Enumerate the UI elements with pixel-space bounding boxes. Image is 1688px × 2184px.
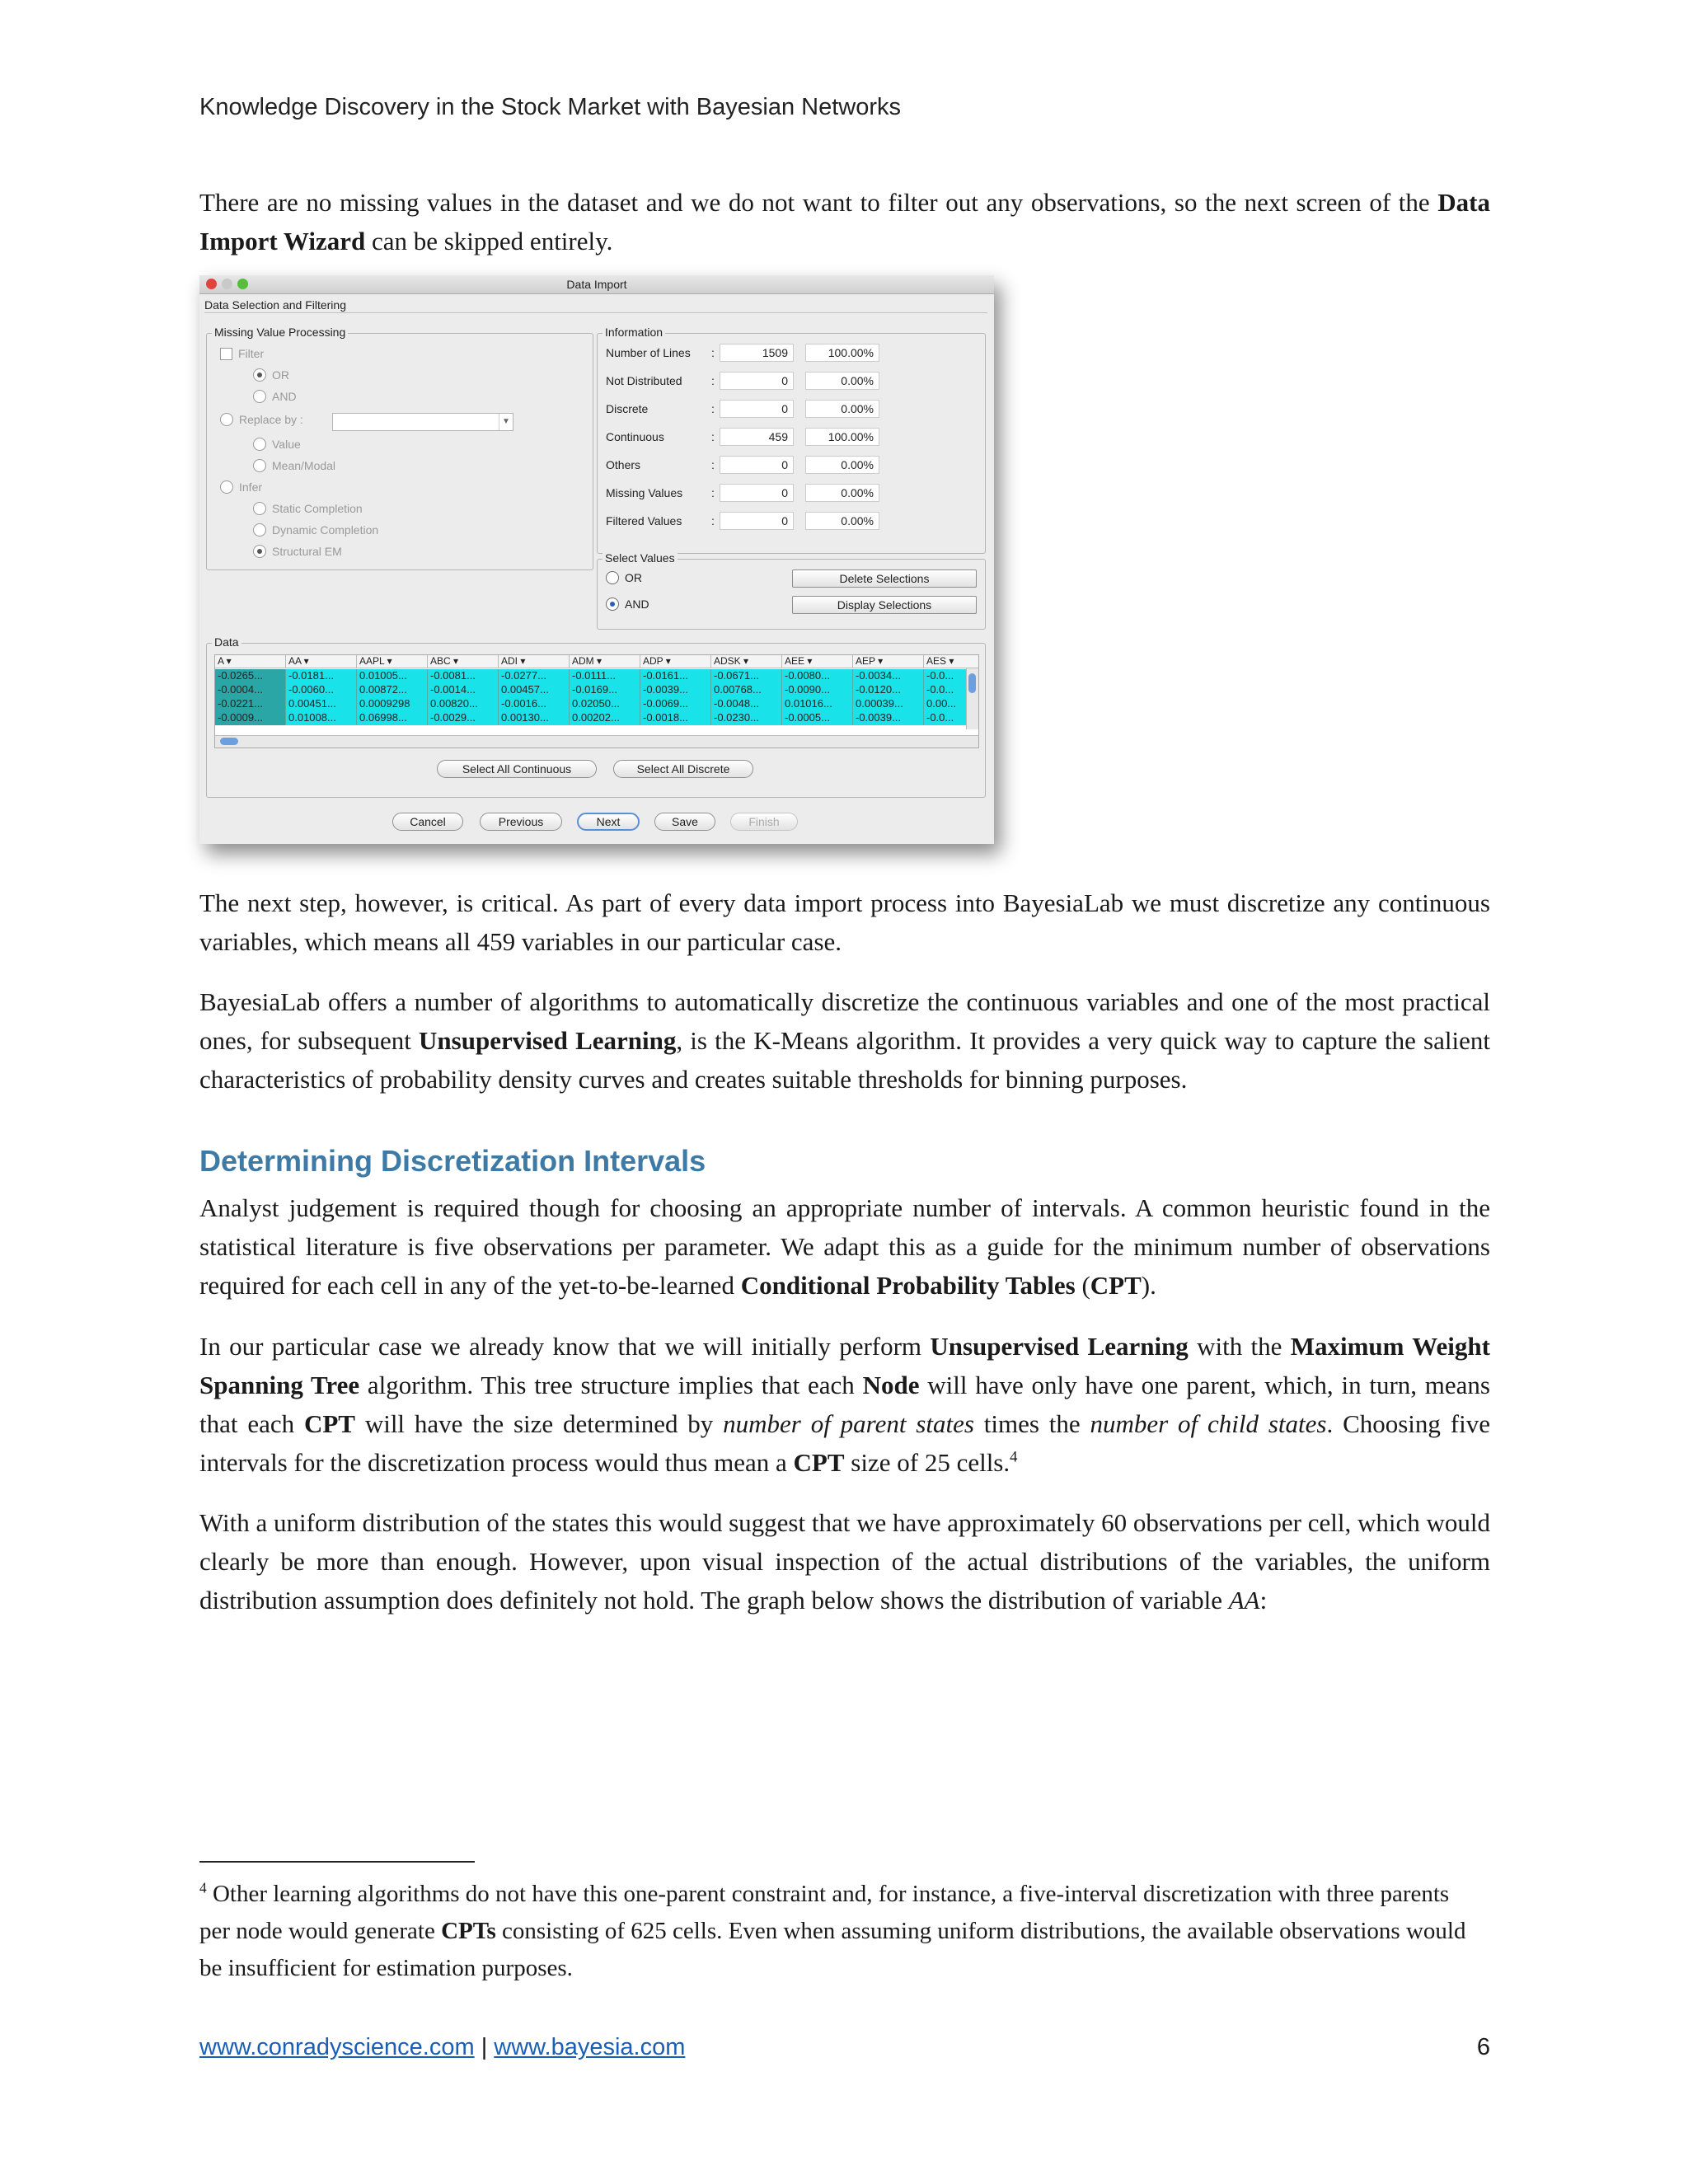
filter-and-option[interactable] [253, 390, 297, 403]
grid-cell[interactable]: -0.0277... [499, 669, 570, 683]
grid-column-header[interactable]: ADSK ▾ [711, 655, 782, 668]
grid-cell[interactable]: -0.0060... [286, 683, 357, 697]
footnote-ref[interactable]: 4 [1010, 1448, 1018, 1466]
structural-em-radio[interactable] [253, 545, 266, 558]
grid-cell[interactable]: -0.0671... [711, 669, 782, 683]
grid-cell[interactable]: -0.0069... [640, 697, 711, 711]
select-or-option[interactable] [606, 571, 642, 584]
p5-b2: Maximum Weight Spanning Tree [199, 1332, 1490, 1399]
grid-cell[interactable]: -0.0029... [428, 711, 499, 725]
intro-bold: Data Import Wizard [199, 188, 1490, 255]
page-number: 6 [1476, 2034, 1490, 2060]
footnote-bold: CPTs [441, 1918, 496, 1944]
grid-cell[interactable]: -0.0... [924, 669, 979, 683]
p5-t1: In our particular case we already know that we will initially perform [199, 1332, 931, 1361]
dynamic-completion-radio[interactable] [253, 523, 266, 537]
filter-checkbox[interactable] [220, 348, 232, 360]
grid-cell[interactable]: -0.0120... [853, 683, 924, 697]
grid-cell[interactable]: 0.00202... [570, 711, 640, 725]
grid-cell[interactable]: -0.0018... [640, 711, 711, 725]
p5-t3: algorithm. This tree structure implies that each [359, 1371, 863, 1399]
p5-i2: number of child states [1090, 1409, 1327, 1438]
filter-label: Filter [238, 347, 265, 360]
vertical-scrollbar[interactable] [966, 668, 978, 729]
para4-bold2: CPT [1090, 1271, 1142, 1300]
mean-modal-label: Mean/Modal [272, 459, 336, 472]
filter-or-option[interactable] [253, 368, 289, 382]
p5-b5: CPT [793, 1448, 845, 1477]
grid-column-header[interactable]: AEE ▾ [782, 655, 853, 668]
information-legend: Information [603, 326, 665, 339]
static-completion-option[interactable] [253, 502, 363, 515]
section-title: Data Selection and Filtering [204, 298, 346, 312]
dynamic-completion-option[interactable] [253, 523, 378, 537]
select-and-label: AND [625, 598, 649, 611]
info-colon: : [711, 402, 715, 415]
cancel-button[interactable]: Cancel [392, 813, 463, 831]
grid-cell[interactable]: 0.01008... [286, 711, 357, 725]
horizontal-scrollbar[interactable] [215, 735, 978, 748]
value-radio[interactable] [253, 438, 266, 451]
running-header: Knowledge Discovery in the Stock Market with Bayesian Networks [199, 94, 902, 120]
delete-selections-button[interactable]: Delete Selections [792, 569, 977, 588]
para3-text-end: , is the K-Means algorithm. It provides a very quick way to capture the salient characteristics of probability density curves and creates suitable thresholds for binning purposes. [199, 1026, 1490, 1094]
p5-t5: will have the size determined by [354, 1409, 724, 1438]
previous-button[interactable]: Previous [480, 813, 562, 831]
info-percent-field: 0.00% [805, 484, 879, 502]
grid-cell[interactable]: -0.0039... [853, 711, 924, 725]
grid-cell[interactable]: -0.0230... [711, 711, 782, 725]
p5-b3: Node [862, 1371, 920, 1399]
select-and-radio[interactable] [606, 598, 619, 611]
bayesia-link[interactable]: www.bayesia.com [494, 2034, 686, 2060]
table-row[interactable] [215, 697, 979, 711]
footnote-text-end: consisting of 625 cells. Even when assuming uniform distributions, the available observations would be insufficient for estimation purposes. [199, 1918, 1466, 1981]
grid-cell[interactable]: -0.0048... [711, 697, 782, 711]
footnote-marker: 4 [199, 1879, 207, 1896]
paragraph-intervals [199, 1188, 1490, 1305]
page-footer [199, 2034, 685, 2061]
grid-cell[interactable]: -0.0080... [782, 669, 853, 683]
structural-em-label: Structural EM [272, 545, 342, 558]
infer-label: Infer [239, 480, 263, 494]
info-label: Continuous [606, 430, 664, 443]
and-radio[interactable] [253, 390, 266, 403]
info-count-field: 1509 [720, 344, 794, 362]
or-radio[interactable] [253, 368, 266, 382]
missing-value-panel [206, 326, 593, 570]
info-label: Filtered Values [606, 514, 682, 527]
grid-cell[interactable]: 0.00... [924, 697, 979, 711]
grid-cell[interactable]: -0.0265... [215, 669, 286, 683]
intro-text-end: can be skipped entirely. [365, 227, 613, 255]
grid-cell[interactable]: 0.00820... [428, 697, 499, 711]
grid-cell[interactable]: 0.00872... [357, 683, 428, 697]
grid-cell[interactable]: -0.0111... [570, 669, 640, 683]
grid-cell[interactable]: -0.0004... [215, 683, 286, 697]
grid-column-header[interactable]: ADP ▾ [640, 655, 711, 668]
finish-button[interactable]: Finish [730, 813, 798, 831]
grid-cell[interactable]: 0.00768... [711, 683, 782, 697]
or-label: OR [272, 368, 289, 382]
p5-t7: . Choosing five intervals for the discretization process would thus mean a [199, 1409, 1490, 1477]
info-colon: : [711, 458, 715, 471]
grid-cell[interactable]: -0.0005... [782, 711, 853, 725]
grid-cell[interactable]: -0.0161... [640, 669, 711, 683]
paragraph-critical-step: The next step, however, is critical. As part of every data import process into BayesiaLab we must discretize any continuous variables, which means all 459 variables in our particular case. [199, 888, 1490, 956]
mean-modal-radio[interactable] [253, 459, 266, 472]
select-or-radio[interactable] [606, 571, 619, 584]
para4-mid: ( [1075, 1271, 1090, 1300]
info-count-field: 0 [720, 512, 794, 530]
para3-text: BayesiaLab offers a number of algorithms to automatically discretize the continuous variables and one of the most practical ones, for subsequent [199, 987, 1490, 1055]
grid-cell[interactable]: 0.00130... [499, 711, 570, 725]
p5-b4: CPT [303, 1409, 355, 1438]
grid-cell[interactable]: -0.0034... [853, 669, 924, 683]
grid-column-header[interactable]: AA ▾ [286, 655, 357, 668]
footer-separator: | [474, 2034, 495, 2060]
p5-t8: size of 25 cells. [844, 1448, 1010, 1477]
window-title: Data Import [566, 278, 627, 291]
intro-paragraph [199, 183, 1490, 260]
mean-modal-option[interactable] [253, 459, 335, 472]
para3-bold: Unsupervised Learning [419, 1026, 677, 1055]
footnote [199, 1876, 1469, 1987]
info-colon: : [711, 486, 715, 499]
info-label: Missing Values [606, 486, 683, 499]
replace-by-select[interactable] [332, 413, 513, 431]
grid-cell[interactable]: 0.00457... [499, 683, 570, 697]
value-label: Value [272, 438, 301, 451]
para4-bold: Conditional Probability Tables [740, 1271, 1076, 1300]
table-row[interactable] [215, 669, 979, 683]
paragraph-algorithms [199, 982, 1490, 1099]
display-selections-button[interactable]: Display Selections [792, 596, 977, 614]
filter-option[interactable] [220, 347, 264, 360]
select-all-discrete-button[interactable]: Select All Discrete [613, 760, 753, 778]
para4-text: Analyst judgement is required though for choosing an appropriate number of intervals. A common heuristic found in the statistical literature is five observations per parameter. We adapt this as a guide for the minimum number of observations required for each cell in any of the yet-to-be-learned [199, 1193, 1490, 1300]
grid-column-header[interactable]: A ▾ [215, 655, 286, 668]
section-heading: Determining Discretization Intervals [199, 1144, 706, 1178]
grid-cell[interactable]: 0.01005... [357, 669, 428, 683]
info-percent-field: 0.00% [805, 400, 879, 418]
select-or-label: OR [625, 571, 642, 584]
info-count-field: 0 [720, 484, 794, 502]
select-and-option[interactable] [606, 598, 649, 611]
section-divider [204, 312, 987, 313]
info-label: Number of Lines [606, 346, 691, 359]
structural-em-option[interactable] [253, 545, 342, 558]
grid-cell[interactable]: 0.06998... [357, 711, 428, 725]
value-option[interactable] [253, 438, 301, 451]
static-completion-label: Static Completion [272, 502, 363, 515]
data-grid[interactable] [214, 654, 979, 748]
grid-cell[interactable]: -0.0169... [570, 683, 640, 697]
p5-b1: Unsupervised Learning [930, 1332, 1189, 1361]
grid-cell[interactable]: 0.00039... [853, 697, 924, 711]
vertical-scroll-thumb[interactable] [968, 673, 976, 693]
p6-text: With a uniform distribution of the states this would suggest that we have approximately 60 observations per cell, which would clearly be more than enough. However, upon visual inspection of the actual distributions of the variables, the uniform distribution assumption does definitely not hold. The graph below shows the distribution of variable [199, 1508, 1490, 1615]
table-row[interactable] [215, 683, 979, 697]
p5-t2: with the [1188, 1332, 1291, 1361]
grid-column-header[interactable]: ADI ▾ [499, 655, 570, 668]
missing-value-legend: Missing Value Processing [212, 326, 348, 339]
data-import-dialog [199, 275, 994, 844]
replace-by-radio[interactable] [220, 413, 233, 426]
replace-by-label: Replace by : [239, 413, 303, 426]
select-values-panel [597, 551, 986, 630]
info-count-field: 0 [720, 456, 794, 474]
grid-column-header[interactable]: AEP ▾ [853, 655, 924, 668]
grid-cell[interactable]: -0.0221... [215, 697, 286, 711]
info-percent-field: 0.00% [805, 372, 879, 390]
next-button[interactable]: Next [577, 813, 640, 831]
paragraph-tree [199, 1327, 1490, 1482]
info-colon: : [711, 346, 715, 359]
grid-cell[interactable]: -0.0016... [499, 697, 570, 711]
info-colon: : [711, 514, 715, 527]
info-percent-field: 100.00% [805, 428, 879, 446]
p6-ital: AA [1228, 1586, 1260, 1615]
grid-column-header[interactable]: ADM ▾ [570, 655, 640, 668]
info-count-field: 0 [720, 400, 794, 418]
table-row[interactable] [215, 711, 979, 725]
info-percent-field: 100.00% [805, 344, 879, 362]
grid-cell[interactable]: -0.0... [924, 683, 979, 697]
chevron-down-icon: ▼ [499, 414, 513, 430]
conradyscience-link[interactable]: www.conradyscience.com [199, 2034, 475, 2060]
infer-option[interactable] [220, 480, 262, 494]
info-count-field: 0 [720, 372, 794, 390]
p5-t6: times the [973, 1409, 1090, 1438]
grid-cell[interactable]: -0.0081... [428, 669, 499, 683]
window-titlebar [199, 275, 994, 294]
intro-text: There are no missing values in the dataset and we do not want to filter out any observations, so the next screen of the [199, 188, 1438, 217]
grid-cell[interactable]: 0.0009298 [357, 697, 428, 711]
p5-i1: number of parent states [723, 1409, 974, 1438]
para4-end: ). [1141, 1271, 1156, 1300]
info-label: Others [606, 458, 641, 471]
grid-cell[interactable]: 0.02050... [570, 697, 640, 711]
info-percent-field: 0.00% [805, 512, 879, 530]
footnote-rule [199, 1861, 475, 1863]
save-button[interactable]: Save [654, 813, 715, 831]
info-label: Not Distributed [606, 374, 682, 387]
infer-radio[interactable] [220, 480, 233, 494]
info-colon: : [711, 374, 715, 387]
horizontal-scroll-thumb[interactable] [220, 738, 238, 745]
paragraph-uniform [199, 1503, 1490, 1619]
grid-column-header[interactable]: AES ▾ [924, 655, 979, 668]
replace-by-option[interactable] [220, 413, 303, 426]
grid-cell[interactable]: 0.01016... [782, 697, 853, 711]
info-percent-field: 0.00% [805, 456, 879, 474]
p5-t4: will have only have one parent, which, in turn, means that each [199, 1371, 1490, 1438]
info-colon: : [711, 430, 715, 443]
grid-cell[interactable]: -0.0181... [286, 669, 357, 683]
grid-cell[interactable]: -0.0039... [640, 683, 711, 697]
info-label: Discrete [606, 402, 649, 415]
grid-cell[interactable]: 0.00451... [286, 697, 357, 711]
data-legend: Data [212, 635, 241, 649]
p6-end: : [1259, 1586, 1268, 1615]
information-panel [597, 326, 986, 554]
static-completion-radio[interactable] [253, 502, 266, 515]
grid-cell[interactable]: -0.0090... [782, 683, 853, 697]
select-values-legend: Select Values [603, 551, 678, 565]
grid-cell[interactable]: -0.0... [924, 711, 979, 725]
dynamic-completion-label: Dynamic Completion [272, 523, 379, 537]
grid-cell[interactable]: -0.0014... [428, 683, 499, 697]
and-label: AND [272, 390, 297, 403]
info-count-field: 459 [720, 428, 794, 446]
grid-header [215, 655, 979, 668]
footnote-text: Other learning algorithms do not have this one-parent constraint and, for instance, a five-interval discretization with three parents per node would generate [199, 1881, 1450, 1944]
grid-column-header[interactable]: AAPL ▾ [357, 655, 428, 668]
select-all-continuous-button[interactable]: Select All Continuous [437, 760, 597, 778]
grid-column-header[interactable]: ABC ▾ [428, 655, 499, 668]
grid-cell[interactable]: -0.0009... [215, 711, 286, 725]
